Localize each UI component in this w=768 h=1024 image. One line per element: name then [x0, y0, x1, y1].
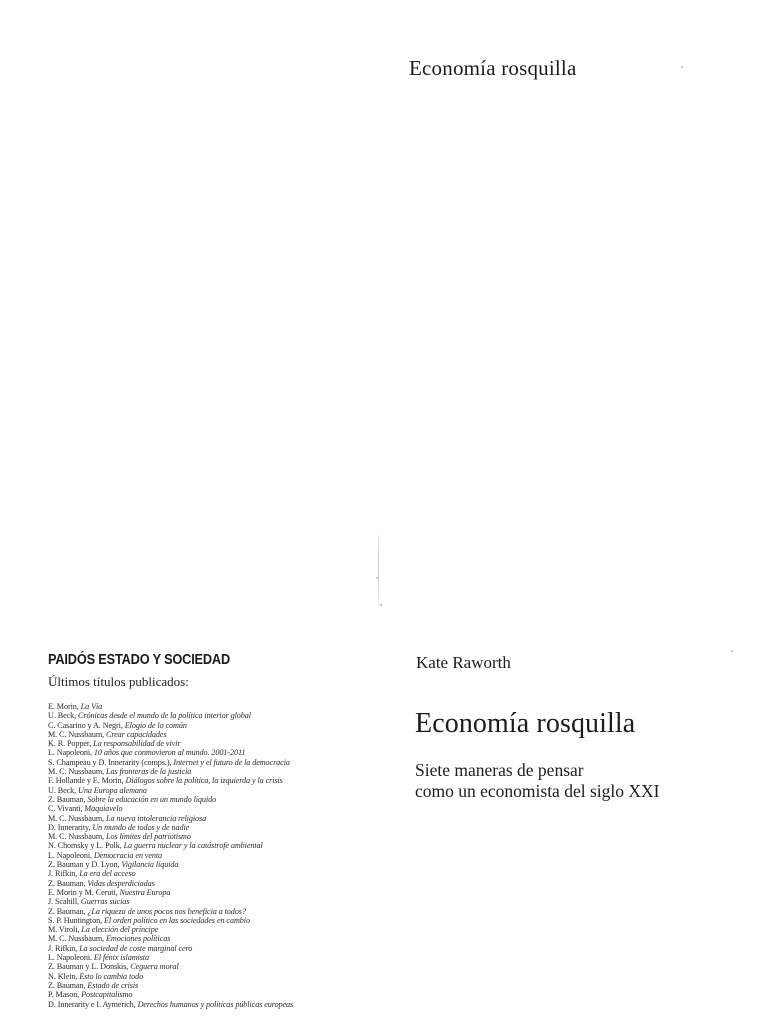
- title-authors: U. Beck,: [48, 785, 79, 795]
- title-authors: M. C. Nussbaum,: [48, 729, 106, 739]
- title-work: Derechos humanos y políticas públicas europeas: [137, 999, 294, 1009]
- title-work: Una Europa alemana: [78, 785, 147, 795]
- title-work: Emociones políticas: [106, 934, 171, 944]
- published-title-item: [48, 953, 368, 962]
- title-authors: J. Scahill,: [48, 897, 81, 907]
- title-authors: D. Innerarity e I. Aymerich,: [48, 999, 138, 1009]
- title-work: Vigilancia líquida: [121, 860, 179, 870]
- title-authors: M. C. Nussbaum,: [48, 767, 106, 777]
- published-title-item: [48, 711, 368, 720]
- published-title-item: [48, 841, 368, 850]
- title-authors: L. Napoleoni,: [48, 748, 94, 758]
- published-title-item: [48, 869, 368, 878]
- title-work: La responsabilidad de vivir: [93, 739, 181, 749]
- published-title-item: [48, 972, 368, 981]
- published-titles-list: [48, 702, 368, 1009]
- title-authors: M. Viroli,: [48, 925, 82, 935]
- published-title-item: [48, 795, 368, 804]
- title-authors: M. C. Nussbaum,: [48, 934, 106, 944]
- scan-speck: [376, 577, 378, 579]
- title-authors: Z. Bauman y L. Donskis,: [48, 962, 131, 972]
- scan-speck: [681, 66, 683, 68]
- published-title-item: [48, 916, 368, 925]
- title-work: Democracia en venta: [93, 850, 163, 860]
- published-title-item: [48, 814, 368, 823]
- title-work: Los límites del patriotismo: [106, 832, 191, 842]
- title-authors: Z. Bauman,: [48, 794, 88, 804]
- title-work: 10 años que conmovieron al mundo. 2001-2011: [93, 748, 246, 758]
- published-title-item: [48, 758, 368, 767]
- title-work: Maquiavelo: [84, 804, 123, 814]
- title-work: La guerra nuclear y la catástrofe ambiental: [123, 841, 263, 851]
- published-title-item: [48, 990, 368, 999]
- title-authors: F. Hollande y E. Morin,: [48, 776, 126, 786]
- scan-speck: [731, 650, 733, 652]
- title-work: Diálogos sobre la política, la izquierda y la crisis: [125, 776, 283, 786]
- title-authors: M. C. Nussbaum,: [48, 832, 106, 842]
- title-authors: J. Rifkin,: [48, 943, 80, 953]
- title-authors: N. Klein,: [48, 971, 80, 981]
- published-title-item: [48, 730, 368, 739]
- page-fold-mark: [378, 530, 379, 610]
- title-work: La Vía: [80, 702, 103, 711]
- published-title-item: [48, 832, 368, 841]
- published-title-item: [48, 934, 368, 943]
- title-authors: C. Casarino y A. Negri,: [48, 720, 125, 730]
- title-work: Esto lo cambia todo: [79, 971, 144, 981]
- book-subtitle: [415, 760, 745, 802]
- published-title-item: [48, 925, 368, 934]
- title-authors: Z. Bauman,: [48, 980, 88, 990]
- published-title-item: [48, 823, 368, 832]
- series-list-page: [48, 652, 368, 1009]
- title-work: Postcapitalismo: [81, 990, 133, 1000]
- published-title-item: [48, 702, 368, 711]
- subtitle-line-2-text: como un economista del siglo: [415, 781, 629, 801]
- published-title-item: [48, 748, 368, 757]
- published-title-item: [48, 888, 368, 897]
- title-work: Elogio de lo común: [124, 720, 187, 730]
- book-author: Kate Raworth: [416, 653, 511, 672]
- title-work: Nuestra Europa: [119, 887, 171, 897]
- published-title-item: [48, 767, 368, 776]
- title-authors: Z. Bauman,: [48, 878, 88, 888]
- title-work: Ceguera moral: [130, 962, 179, 972]
- title-authors: E. Morin,: [48, 702, 81, 711]
- book-title: Economía rosquilla: [415, 708, 636, 739]
- title-work: El fénix islamista: [93, 953, 149, 963]
- title-work: Estado de crisis: [87, 980, 139, 990]
- title-work: Crear capacidades: [106, 729, 167, 739]
- half-title: Economía rosquilla: [409, 56, 577, 80]
- title-authors: M. C. Nussbaum,: [48, 813, 106, 823]
- title-authors: S. P. Huntington,: [48, 915, 104, 925]
- published-title-item: [48, 962, 368, 971]
- title-authors: E. Morin y M. Ceruti,: [48, 887, 120, 897]
- subtitle-century: XXI: [628, 781, 660, 801]
- title-authors: L. Napoleoni.: [48, 953, 94, 963]
- title-authors: P. Mason,: [48, 990, 82, 1000]
- title-work: ¿La riqueza de unos pocos nos beneficia a todos?: [87, 906, 246, 916]
- title-work: La sociedad de coste marginal cero: [79, 943, 193, 953]
- title-authors: Z. Bauman y D. Lyon,: [48, 860, 122, 870]
- subtitle-line-1: Siete maneras de pensar: [415, 760, 584, 780]
- title-authors: D. Innerarity,: [48, 822, 93, 832]
- title-authors: L. Napoleoni,: [48, 850, 94, 860]
- title-authors: U. Beck,: [48, 711, 79, 721]
- published-title-item: [48, 804, 368, 813]
- published-title-item: [48, 879, 368, 888]
- title-work: Crónicas desde el mundo de la política interior global: [78, 711, 251, 721]
- title-work: Guerras sucias: [80, 897, 130, 907]
- title-authors: N. Chomsky y L. Polk,: [48, 841, 124, 851]
- scan-speck: [380, 604, 382, 606]
- title-work: La nueva intolerancia religiosa: [106, 813, 207, 823]
- title-work: Vidas desperdiciadas: [87, 878, 155, 888]
- series-name: PAIDÓS ESTADO Y SOCIEDAD: [48, 652, 231, 668]
- title-authors: C. Vivanti,: [48, 804, 85, 814]
- title-work: La elección del príncipe: [81, 925, 159, 935]
- title-authors: K. R. Popper,: [48, 739, 94, 749]
- title-work: Internet y el futuro de la democracia: [173, 757, 290, 767]
- series-subtitle: Últimos títulos publicados:: [48, 674, 189, 689]
- title-authors: J. Rifkin,: [48, 869, 80, 879]
- subtitle-line-2: [415, 781, 745, 802]
- published-title-item: [48, 907, 368, 916]
- published-title-item: [48, 1000, 368, 1009]
- published-title-item: [48, 776, 368, 785]
- title-authors: Z. Bauman,: [48, 906, 88, 916]
- published-title-item: [48, 981, 368, 990]
- published-title-item: [48, 897, 368, 906]
- published-title-item: [48, 721, 368, 730]
- published-title-item: [48, 860, 368, 869]
- published-title-item: [48, 786, 368, 795]
- published-title-item: [48, 739, 368, 748]
- title-work: La era del acceso: [79, 869, 136, 879]
- published-title-item: [48, 944, 368, 953]
- title-work: Un mundo de todos y de nadie: [92, 822, 190, 832]
- title-work: El orden político en las sociedades en cambio: [103, 915, 250, 925]
- published-title-item: [48, 851, 368, 860]
- title-work: Sobre la educación en un mundo líquido: [87, 794, 217, 804]
- title-authors: S. Champeau y D. Innerarity (comps.),: [48, 757, 174, 767]
- title-work: Las fronteras de la justicia: [106, 767, 192, 777]
